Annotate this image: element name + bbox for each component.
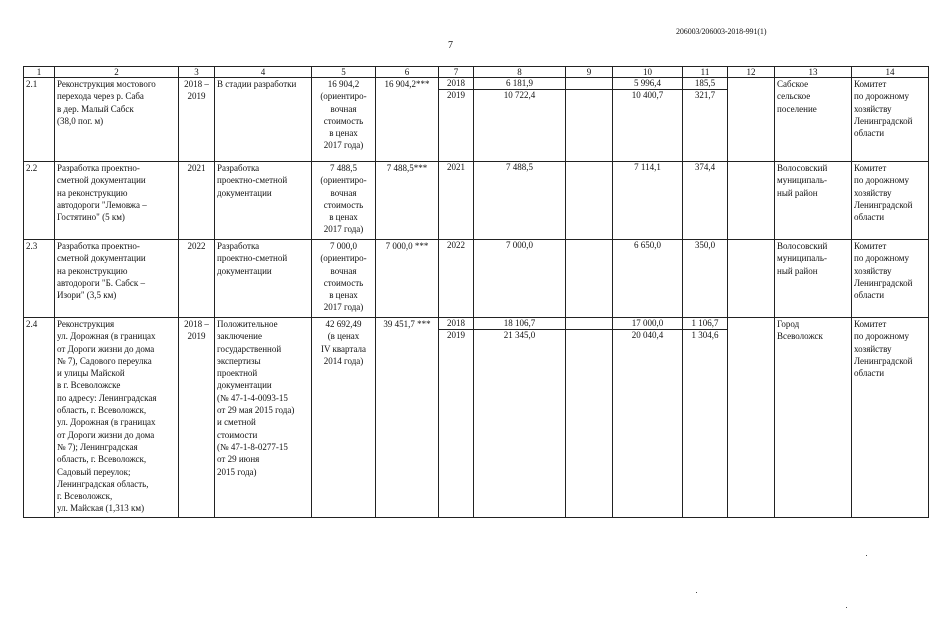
location (775, 78, 852, 162)
years-line: 2019 (187, 91, 206, 102)
column-header: 11 (683, 67, 728, 78)
object-name-line: в г. Всеволожске (57, 380, 121, 391)
financing-regional (613, 318, 683, 518)
status-line: проектной (217, 368, 258, 379)
project-status (215, 78, 312, 162)
column-header: 6 (376, 67, 439, 78)
location-line: Волосовский (777, 241, 828, 251)
column-header: 12 (728, 67, 775, 78)
status-line: Разработка (217, 163, 260, 173)
status-line: проектно-сметной (217, 175, 288, 186)
cost-line: вочная (330, 103, 357, 114)
financing-local (683, 162, 728, 240)
object-name-line: от Дороги жизни до дома (57, 429, 155, 440)
customer-line: Ленинградской (854, 115, 913, 126)
row-number: 2.4 (24, 318, 55, 518)
cost-line: в ценах (329, 212, 358, 223)
customer-line: Комитет (854, 319, 887, 329)
customer-line: Ленинградской (854, 355, 913, 366)
object-name-line: г. Всеволожск, (57, 491, 113, 502)
object-name (55, 240, 179, 318)
financing-col9-value (566, 240, 612, 251)
location-line: ный район (777, 187, 818, 198)
financing-col9 (566, 78, 613, 162)
status-line: документации (217, 380, 272, 391)
customer (852, 240, 929, 318)
column-header: 10 (613, 67, 683, 78)
financing-total-value: 7 488,5 (506, 162, 533, 172)
row-number: 2.3 (24, 240, 55, 318)
program-table (23, 66, 929, 518)
location-line: Волосовский (777, 163, 828, 173)
object-name-line: на реконструкцию (57, 265, 128, 276)
financing-col9-value (566, 318, 612, 330)
financing-regional-value: 6 650,0 (634, 240, 661, 250)
estimated-cost (312, 162, 376, 240)
customer-line: хозяйству (854, 103, 892, 114)
estimated-cost (312, 318, 376, 518)
column-header: 4 (215, 67, 312, 78)
table-row (24, 240, 929, 318)
cost-line: 2017 года) (323, 224, 364, 235)
customer-line: Ленинградской (854, 199, 913, 210)
status-line: (№ 47-1-4-0093-15 (217, 392, 288, 403)
financing-col9 (566, 162, 613, 240)
table-row (24, 318, 929, 518)
customer-line: по дорожному (854, 175, 909, 186)
cost-line: (ориентиро- (320, 91, 367, 102)
financing-total (474, 78, 566, 162)
status-line: (№ 47-1-8-0277-15 (217, 441, 288, 452)
cost-line: 7 000,0 (330, 241, 357, 251)
col12 (728, 78, 775, 162)
estimated-cost (312, 240, 376, 318)
status-line: Разработка (217, 241, 260, 251)
financing-year (439, 240, 474, 318)
object-name (55, 318, 179, 518)
object-name-line: Ленинградская область, (57, 478, 149, 489)
implementation-years (179, 78, 215, 162)
location-line: Город (777, 319, 800, 329)
customer-line: по дорожному (854, 91, 909, 102)
object-name-line: Садовый переулок; (57, 466, 131, 477)
financing-total-value: 7 000,0 (506, 240, 533, 250)
location-line: Сабское (777, 79, 809, 89)
status-line: Положительное (217, 319, 278, 329)
implementation-years (179, 318, 215, 518)
financing-total-value: 18 106,7 (474, 318, 565, 330)
years-line: 2022 (187, 241, 206, 251)
financing-year (439, 318, 474, 518)
financing-total-value: 10 722,4 (503, 90, 536, 100)
column-header: 5 (312, 67, 376, 78)
cost-line: 2017 года) (323, 302, 364, 313)
location-line: Всеволожск (777, 331, 823, 342)
funding-limit: 7 000,0 *** (376, 240, 439, 318)
financing-local (683, 318, 728, 518)
financing-year-value: 2019 (447, 330, 465, 340)
cost-line: стоимость (323, 199, 364, 210)
status-line: от 29 июня (217, 454, 260, 465)
object-name-line: ул. Майская (1,313 км) (57, 503, 145, 514)
cost-line: вочная (330, 265, 357, 276)
cost-line: стоимость (323, 277, 364, 288)
scan-speck (846, 607, 847, 608)
financing-col9-value (566, 162, 612, 173)
status-line: 2015 года) (217, 466, 257, 477)
financing-year (439, 162, 474, 240)
customer-line: области (854, 368, 885, 379)
status-line: проектно-сметной (217, 253, 288, 264)
cost-line: (в ценах (327, 331, 360, 342)
financing-col9-value (566, 90, 612, 101)
customer-line: Комитет (854, 163, 887, 173)
location (775, 318, 852, 518)
object-name-line: Изори" (3,5 км) (57, 290, 117, 301)
object-name-line: ул. Дорожная (в границах (57, 331, 156, 342)
scan-speck (696, 592, 697, 593)
financing-total (474, 318, 566, 518)
col12 (728, 318, 775, 518)
financing-local-value: 321,7 (694, 90, 716, 100)
page-number: 7 (448, 40, 453, 51)
implementation-years (179, 162, 215, 240)
financing-regional-value: 10 400,7 (631, 90, 664, 100)
status-line: и сметной (217, 417, 256, 428)
location (775, 162, 852, 240)
table-row (24, 162, 929, 240)
object-name-line: (38,0 пог. м) (57, 115, 104, 126)
customer (852, 318, 929, 518)
customer-line: по дорожному (854, 331, 909, 342)
column-header: 13 (775, 67, 852, 78)
financing-col9 (566, 318, 613, 518)
cost-line: (ориентиро- (320, 253, 367, 264)
object-name (55, 78, 179, 162)
object-name-line: Гостятино" (5 км) (57, 212, 125, 223)
status-line: государственной (217, 343, 282, 354)
status-line: В стадии разработки (217, 79, 297, 89)
cost-line: 16 904,2 (327, 79, 360, 89)
project-status (215, 240, 312, 318)
location-line: муниципаль- (777, 175, 827, 186)
cost-line: 7 488,5 (330, 163, 357, 173)
customer-line: области (854, 212, 885, 223)
object-name-line: область, г. Всеволожск, (57, 454, 147, 465)
cost-line: 42 692,49 (325, 319, 362, 329)
object-name-line: сметной документации (57, 253, 146, 264)
financing-year-value: 2018 (439, 318, 473, 330)
cost-line: 2017 года) (323, 140, 364, 151)
object-name-line: на реконструкцию (57, 187, 128, 198)
location-line: сельское (777, 91, 811, 102)
object-name-line: область, г. Всеволожск, (57, 405, 147, 416)
cost-line: в ценах (329, 128, 358, 139)
implementation-years (179, 240, 215, 318)
funding-limit: 16 904,2*** (376, 78, 439, 162)
column-header: 3 (179, 67, 215, 78)
years-line: 2019 (187, 331, 206, 342)
financing-year-value: 2022 (447, 240, 465, 250)
customer-line: хозяйству (854, 187, 892, 198)
financing-local-value: 350,0 (694, 240, 716, 250)
financing-regional (613, 240, 683, 318)
estimated-cost (312, 78, 376, 162)
financing-year-value: 2019 (447, 90, 465, 100)
col12 (728, 240, 775, 318)
object-name-line: № 7), Садового переулка (57, 355, 152, 366)
financing-year-value: 2021 (447, 162, 465, 172)
customer-line: области (854, 290, 885, 301)
financing-local-value: 1 304,6 (691, 330, 719, 340)
customer-line: хозяйству (854, 265, 892, 276)
object-name-line: и улицы Майской (57, 368, 125, 379)
financing-regional-value: 17 000,0 (613, 318, 682, 330)
status-line: экспертизы (217, 355, 261, 366)
object-name-line: автодороги "Б. Сабск – (57, 277, 145, 288)
financing-local-value: 1 106,7 (683, 318, 727, 330)
customer-line: области (854, 128, 885, 139)
status-line: документации (217, 187, 272, 198)
column-header: 9 (566, 67, 613, 78)
financing-total-value: 6 181,9 (474, 78, 565, 90)
financing-col9-value (566, 330, 612, 341)
object-name-line: автодороги "Лемовжа – (57, 199, 147, 210)
financing-local (683, 240, 728, 318)
cost-line: вочная (330, 187, 357, 198)
financing-total (474, 240, 566, 318)
customer-line: по дорожному (854, 253, 909, 264)
cost-line: IV квартала (320, 343, 367, 354)
financing-col9 (566, 240, 613, 318)
funding-limit: 7 488,5*** (376, 162, 439, 240)
column-header: 1 (24, 67, 55, 78)
financing-total-value: 21 345,0 (503, 330, 536, 340)
customer (852, 78, 929, 162)
object-name-line: № 7); Ленинградская (57, 441, 138, 452)
column-header: 7 (439, 67, 474, 78)
object-name-line: ул. Дорожная (в границах (57, 417, 156, 428)
column-header: 14 (852, 67, 929, 78)
financing-regional-value: 20 040,4 (631, 330, 664, 340)
status-line: от 29 мая 2015 года) (217, 405, 295, 416)
customer-line: Ленинградской (854, 277, 913, 288)
object-name-line: сметной документации (57, 175, 146, 186)
financing-regional (613, 162, 683, 240)
column-header: 2 (55, 67, 179, 78)
years-line: 2021 (187, 163, 206, 173)
object-name-line: Разработка проектно- (57, 163, 140, 173)
location-line: муниципаль- (777, 253, 827, 264)
customer (852, 162, 929, 240)
object-name-line: от Дороги жизни до дома (57, 343, 155, 354)
object-name-line: по адресу: Ленинградская (57, 392, 157, 403)
financing-regional (613, 78, 683, 162)
financing-col9-value (566, 78, 612, 90)
financing-total (474, 162, 566, 240)
column-number-row (24, 67, 929, 78)
customer-line: Комитет (854, 79, 887, 89)
customer-line: хозяйству (854, 343, 892, 354)
object-name-line: Реконструкция мостового (57, 79, 156, 89)
object-name-line: перехода через р. Саба (57, 91, 144, 102)
object-name-line: Разработка проектно- (57, 241, 140, 251)
funding-limit: 39 451,7 *** (376, 318, 439, 518)
project-status (215, 162, 312, 240)
years-line: 2018 – (184, 79, 209, 89)
financing-regional-value: 7 114,1 (634, 162, 661, 172)
cost-line: (ориентиро- (320, 175, 367, 186)
column-header: 8 (474, 67, 566, 78)
cost-line: стоимость (323, 115, 364, 126)
financing-year (439, 78, 474, 162)
status-line: документации (217, 265, 272, 276)
financing-local-value: 374,4 (694, 162, 716, 172)
cost-line: в ценах (329, 290, 358, 301)
status-line: стоимости (217, 429, 258, 440)
years-line: 2018 – (184, 319, 209, 329)
financing-local (683, 78, 728, 162)
location (775, 240, 852, 318)
col12 (728, 162, 775, 240)
row-number: 2.1 (24, 78, 55, 162)
location-line: ный район (777, 265, 818, 276)
customer-line: Комитет (854, 241, 887, 251)
project-status (215, 318, 312, 518)
row-number: 2.2 (24, 162, 55, 240)
scan-speck (866, 555, 867, 556)
object-name-line: Реконструкция (57, 319, 115, 329)
status-line: заключение (217, 331, 262, 342)
document-id: 206003/206003-2018-991(1) (676, 27, 767, 36)
location-line: поселение (777, 103, 817, 114)
object-name-line: в дер. Малый Сабск (57, 103, 134, 114)
object-name (55, 162, 179, 240)
cost-line: 2014 года) (323, 355, 364, 366)
financing-year-value: 2018 (439, 78, 473, 90)
table-row (24, 78, 929, 162)
financing-local-value: 185,5 (683, 78, 727, 90)
financing-regional-value: 5 996,4 (613, 78, 682, 90)
